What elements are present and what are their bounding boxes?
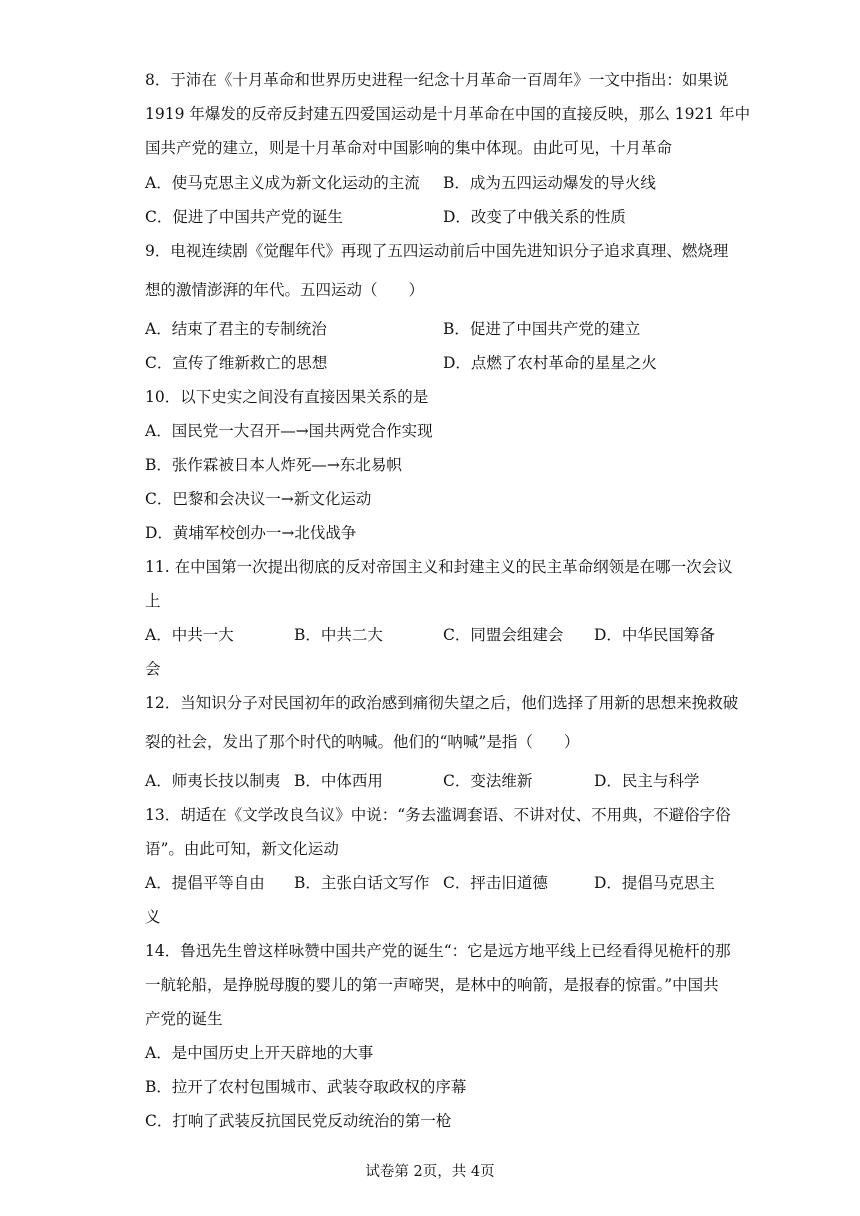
question-10-option-d: D．黄埔军校创办一→北伐战争 (145, 524, 357, 542)
question-8-option-b: B．成为五四运动爆发的导火线 (443, 174, 656, 192)
question-10-option-a: A．国民党一大召开—→国共两党合作实现 (145, 422, 433, 440)
question-12-stem-line-2: 裂的社会，发出了那个时代的呐喊。他们的“呐喊”是指（ ） (145, 733, 580, 751)
question-13-option-c: C．抨击旧道德 (443, 874, 548, 892)
question-11-stem-line-1: 11. 在中国第一次提出彻底的反对帝国主义和封建主义的民主革命纲领是在哪一次会议 (145, 558, 733, 576)
question-14-stem-line-1: 14．鲁迅先生曾这样咏赞中国共产党的诞生“：它是远方地平线上已经看得见桅杆的那 (145, 942, 731, 960)
question-12-option-c: C．变法维新 (443, 772, 533, 790)
question-9-option-c: C．宣传了维新救亡的思想 (145, 354, 328, 372)
question-13-option-d: D．提倡马克思主 (594, 874, 715, 892)
question-10-option-b: B．张作霖被日本人炸死—→东北易帜 (145, 456, 402, 474)
page-footer: 试卷第 2页，共 4页 (365, 1164, 495, 1180)
question-12-option-d: D．民主与科学 (594, 772, 700, 790)
question-12-stem-line-1: 12．当知识分子对民国初年的政治感到痛彻失望之后，他们选择了用新的思想来挽救破 (145, 694, 739, 712)
question-14-option-c: C．打响了武装反抗国民党反动统治的第一枪 (145, 1112, 452, 1130)
question-11-option-b: B．中共二大 (294, 626, 383, 644)
question-13-stem-line-1: 13．胡适在《文学改良刍议》中说：“务去滥调套语、不讲对仗、不用典，不避俗字俗 (145, 806, 731, 824)
question-9-option-a: A．结束了君主的专制统治 (145, 320, 327, 338)
question-14-stem-line-2: 一航轮船，是挣脱母腹的婴儿的第一声啼哭，是林中的响箭，是报春的惊雷。”中国共 (145, 976, 719, 994)
question-13-stem-line-2: 语”。由此可知，新文化运动 (145, 840, 339, 858)
question-13-option-b: B．主张白话文写作 (294, 874, 430, 892)
question-8-stem-line-3: 国共产党的建立，则是十月革命对中国影响的集中体现。由此可见，十月革命 (145, 139, 673, 157)
question-13-option-a: A．提倡平等自由 (145, 874, 265, 892)
question-12-option-a: A．师夷长技以制夷 (145, 772, 281, 790)
question-10-stem: 10．以下史实之间没有直接因果关系的是 (145, 388, 429, 406)
question-8-stem-line-1: 8．于沛在《十月革命和世界历史进程一纪念十月革命一百周年》一文中指出：如果说 (145, 71, 729, 89)
question-14-stem-line-3: 产党的诞生 (145, 1010, 223, 1028)
question-14-option-a: A．是中国历史上开天辟地的大事 (145, 1044, 374, 1062)
question-9-stem-line-2: 想的激情澎湃的年代。五四运动（ ） (145, 281, 425, 299)
question-9-option-b: B．促进了中国共产党的建立 (443, 320, 641, 338)
question-11-stem-line-2: 上 (145, 592, 161, 610)
question-11-option-d-continuation: 会 (145, 660, 161, 678)
question-9-option-d: D．点燃了农村革命的星星之火 (443, 354, 657, 372)
question-8-option-a: A．使马克思主义成为新文化运动的主流 (145, 174, 420, 192)
question-11-option-d: D．中华民国筹备 (594, 626, 715, 644)
question-9-stem-line-1: 9．电视连续剧《觉醒年代》再现了五四运动前后中国先进知识分子追求真理、燃烧理 (145, 242, 729, 260)
question-8-stem-line-2: 1919 年爆发的反帝反封建五四爱国运动是十月革命在中国的直接反映，那么 1921 年中 (145, 105, 751, 123)
question-10-option-c: C．巴黎和会决议一→新文化运动 (145, 490, 372, 508)
question-12-option-b: B．中体西用 (294, 772, 383, 790)
question-11-option-a: A．中共一大 (145, 626, 234, 644)
question-8-option-c: C．促进了中国共产党的诞生 (145, 208, 343, 226)
question-8-option-d: D．改变了中俄关系的性质 (443, 208, 626, 226)
question-13-option-d-continuation: 义 (145, 908, 161, 926)
question-11-option-c: C．同盟会组建会 (443, 626, 564, 644)
question-14-option-b: B．拉开了农村包围城市、武装夺取政权的序幕 (145, 1078, 467, 1096)
